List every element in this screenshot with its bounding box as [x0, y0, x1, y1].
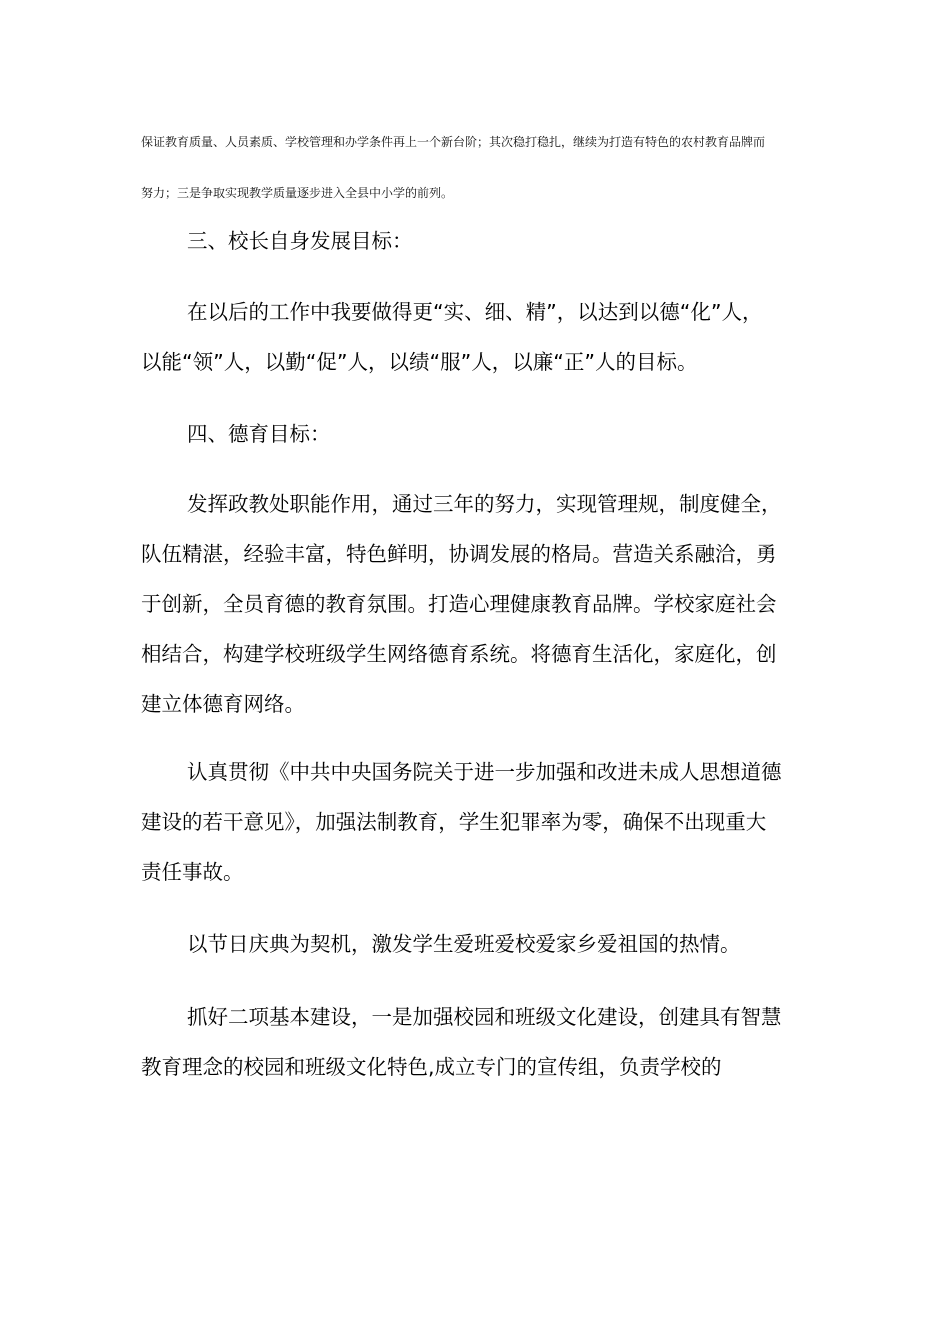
- moral-paragraph-4-line-1: 抓好二项基本建设，一是加强校园和班级文化建设，创建具有智慧: [187, 1005, 782, 1029]
- moral-paragraph-1-line-3: 于创新，全员育德的教育氛围。打造心理健康教育品牌。学校家庭社会: [141, 592, 777, 616]
- moral-paragraph-2-line-3: 责任事故。: [141, 860, 244, 884]
- moral-paragraph-2-line-1: 认真贯彻《中共中央国务院关于进一步加强和改进未成人思想道德: [187, 760, 782, 784]
- section-heading-principal-goals: 三、校长自身发展目标：: [187, 229, 413, 253]
- intro-line-2: 努力；三是争取实现教学质量逐步进入全县中小学的前列。: [141, 186, 454, 200]
- moral-paragraph-3-line-1: 以节日庆典为契机，激发学生爱班爱校爱家乡爱祖国的热情。: [187, 932, 741, 956]
- intro-line-1: 保证教育质量、人员素质、学校管理和办学条件再上一个新台阶；其次稳打稳扎，继续为打造有特色的农村教育品牌而: [141, 135, 766, 149]
- moral-paragraph-1-line-2: 队伍精湛，经验丰富，特色鲜明，协调发展的格局。营造关系融洽，勇: [141, 542, 777, 566]
- principal-goals-line-1: 在以后的工作中我要做得更“实、细、精”，以达到以德“化”人，: [187, 300, 763, 324]
- moral-paragraph-4-line-2: 教育理念的校园和班级文化特色,成立专门的宣传组，负责学校的: [141, 1055, 722, 1079]
- moral-paragraph-1-line-1: 发挥政教处职能作用，通过三年的努力，实现管理规，制度健全，: [187, 492, 782, 516]
- moral-paragraph-1-line-4: 相结合，构建学校班级学生网络德育系统。将德育生活化，家庭化，创: [141, 642, 777, 666]
- moral-paragraph-2-line-2: 建设的若干意见》，加强法制教育，学生犯罪率为零，确保不出现重大: [141, 810, 767, 834]
- principal-goals-line-2: 以能“领”人，以勤“促”人，以绩“服”人，以廉“正”人的目标。: [141, 350, 698, 374]
- section-heading-moral-education-goals: 四、德育目标：: [187, 422, 331, 446]
- moral-paragraph-1-line-5: 建立体德育网络。: [141, 692, 305, 716]
